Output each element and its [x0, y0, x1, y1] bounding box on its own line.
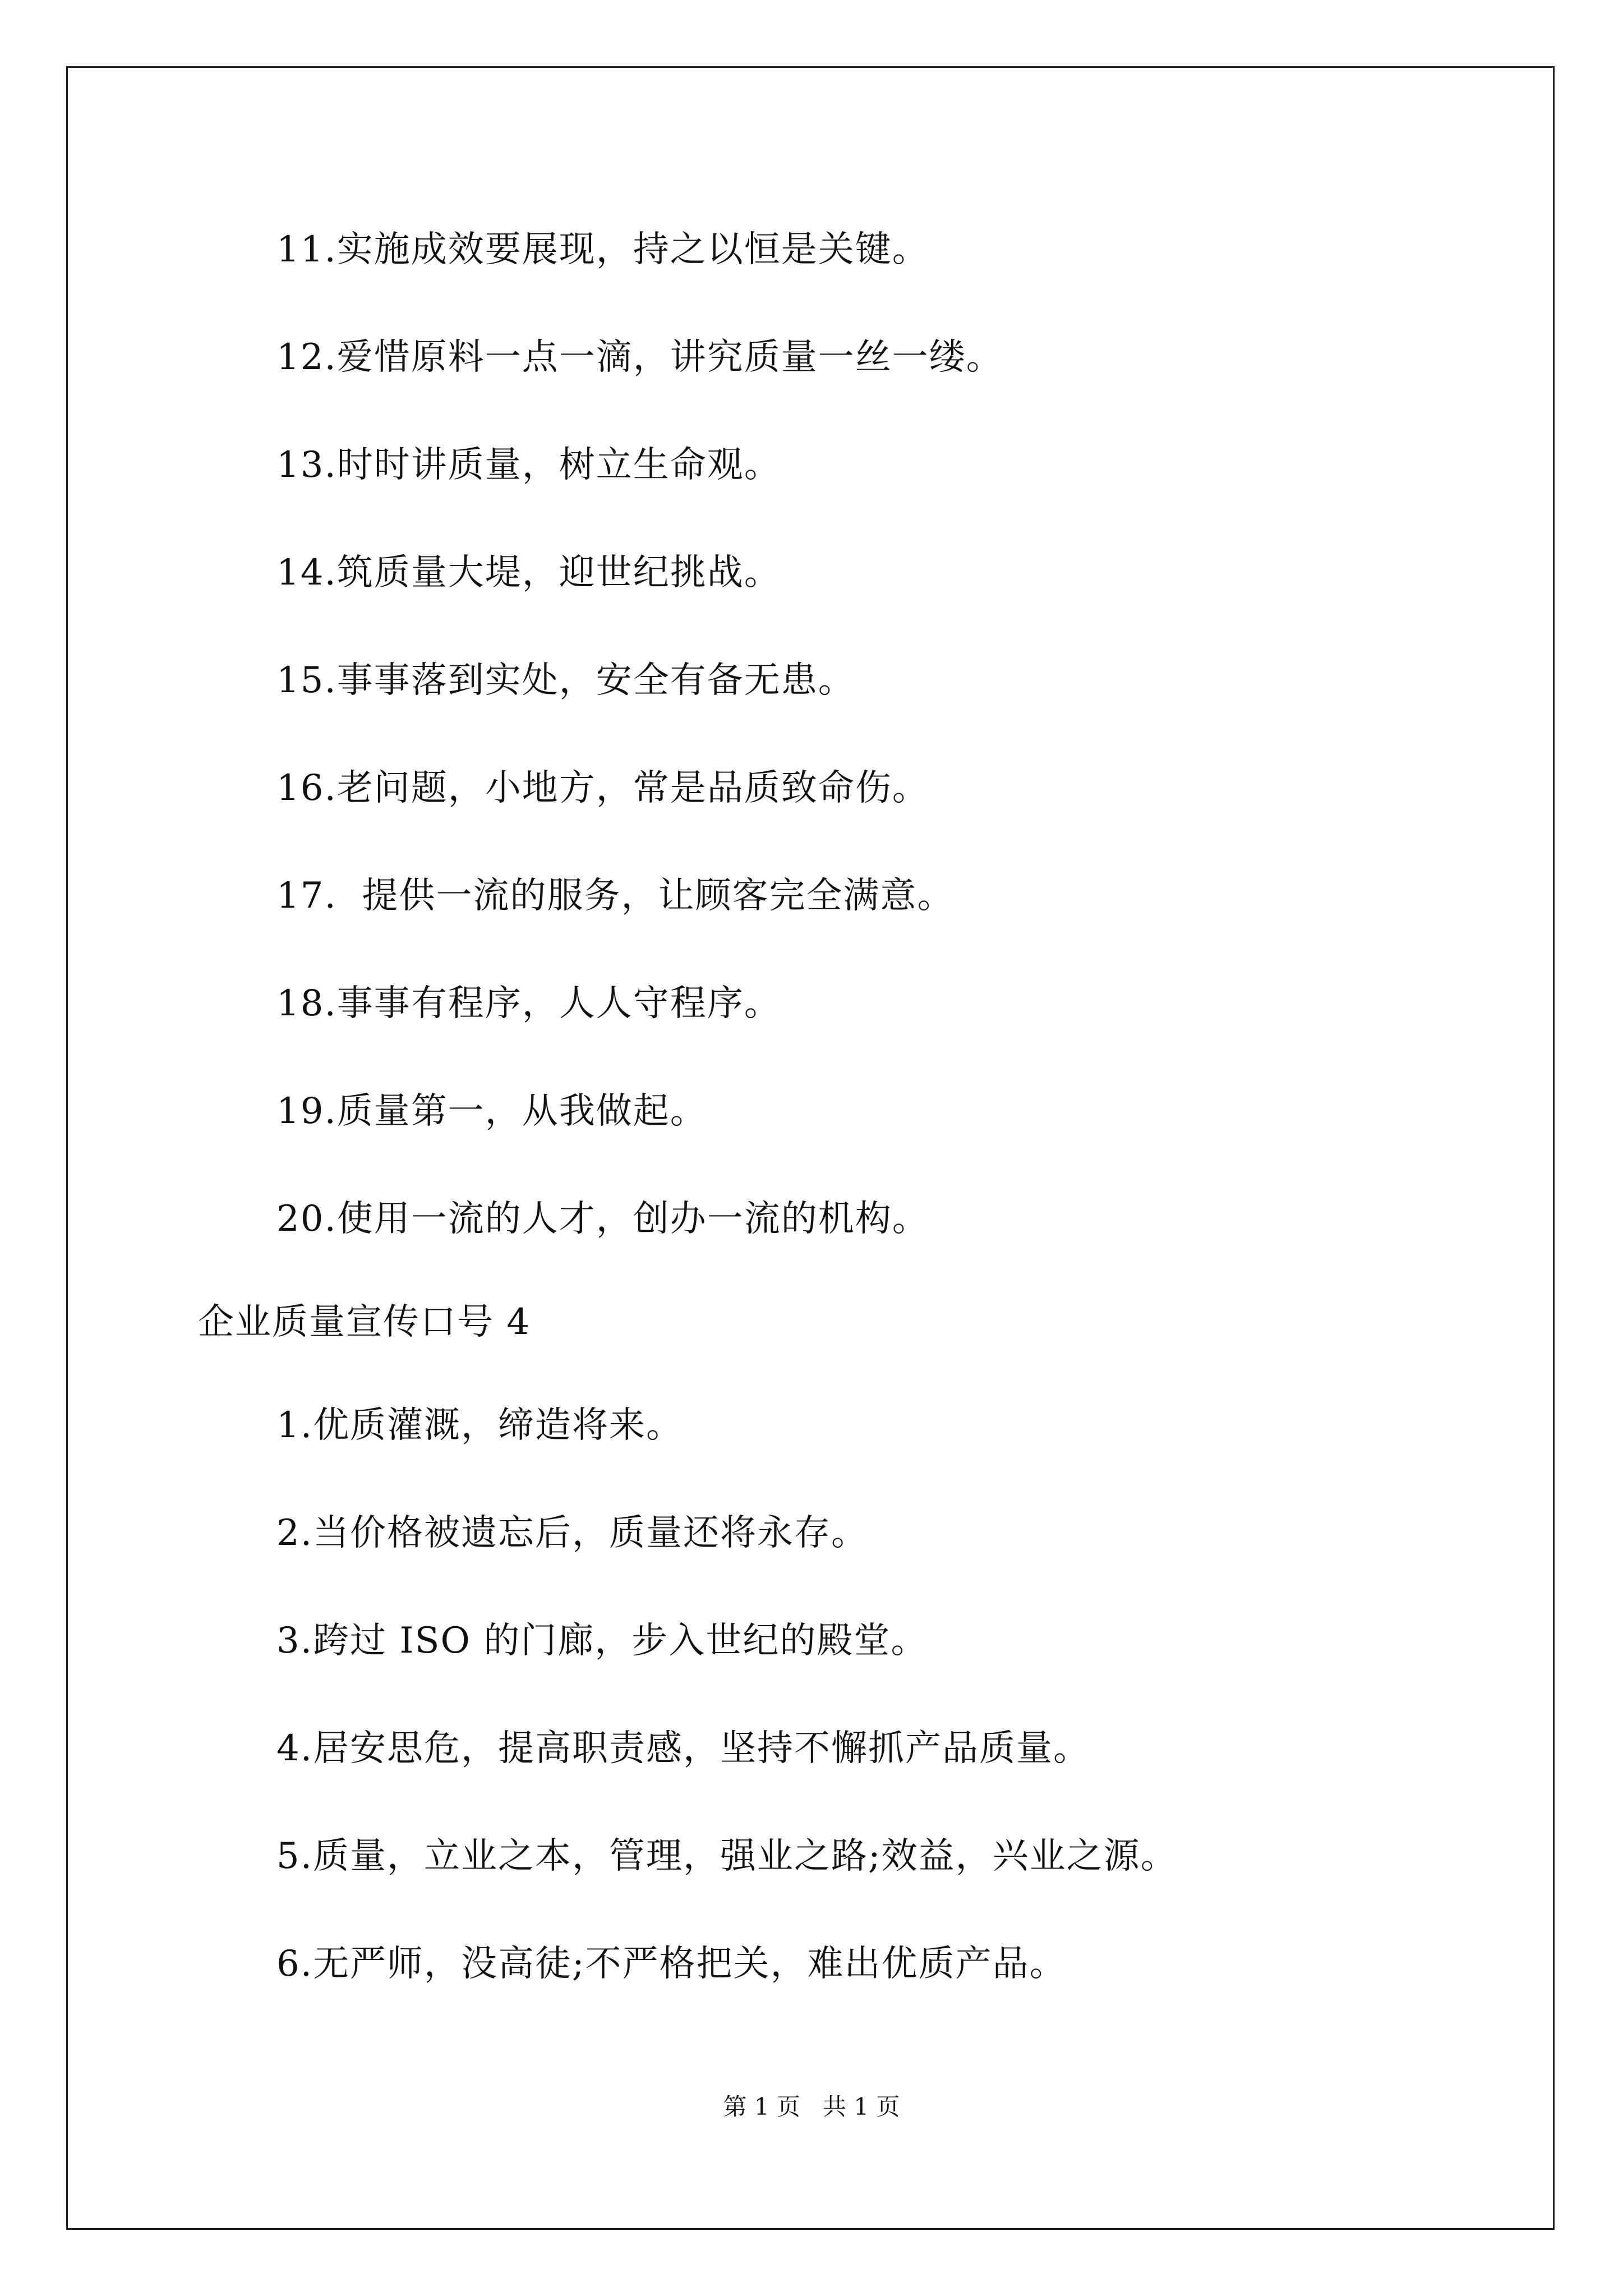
slogan-item-17: 17. 提供一流的服务，让顾客完全满意。: [276, 875, 955, 917]
slogan-item-16: 16.老问题，小地方，常是品质致命伤。: [276, 767, 929, 809]
slogan-item-15: 15.事事落到实处，安全有备无患。: [276, 660, 855, 701]
slogan-item-6: 6.无严师，没高徒;不严格把关，难出优质产品。: [276, 1943, 1067, 1985]
slogan-item-5: 5.质量，立业之本，管理，强业之路;效益，兴业之源。: [276, 1835, 1178, 1877]
slogan-item-13: 13.时时讲质量，树立生命观。: [276, 444, 781, 486]
slogan-item-11: 11.实施成效要展现，持之以恒是关键。: [276, 229, 929, 270]
slogan-item-19: 19.质量第一，从我做起。: [276, 1091, 707, 1132]
slogan-item-20: 20.使用一流的人才，创办一流的机构。: [276, 1198, 929, 1240]
page-footer: 第 1 页 共 1 页: [723, 2093, 900, 2120]
section-heading: 企业质量宣传口号 4: [198, 1301, 531, 1343]
slogan-item-14: 14.筑质量大堤，迎世纪挑战。: [276, 552, 781, 593]
slogan-item-3: 3.跨过 ISO 的门廊，步入世纪的殿堂。: [276, 1620, 928, 1662]
slogan-item-12: 12.爱惜原料一点一滴，讲究质量一丝一缕。: [276, 337, 1003, 378]
slogan-item-4: 4.居安思危，提高职责感，坚持不懈抓产品质量。: [276, 1728, 1091, 1769]
slogan-item-2: 2.当价格被遗忘后，质量还将永存。: [276, 1512, 869, 1554]
slogan-item-1: 1.优质灌溉，缔造将来。: [276, 1405, 684, 1446]
slogan-item-18: 18.事事有程序，人人守程序。: [276, 983, 781, 1024]
page-border: [66, 66, 1555, 2230]
